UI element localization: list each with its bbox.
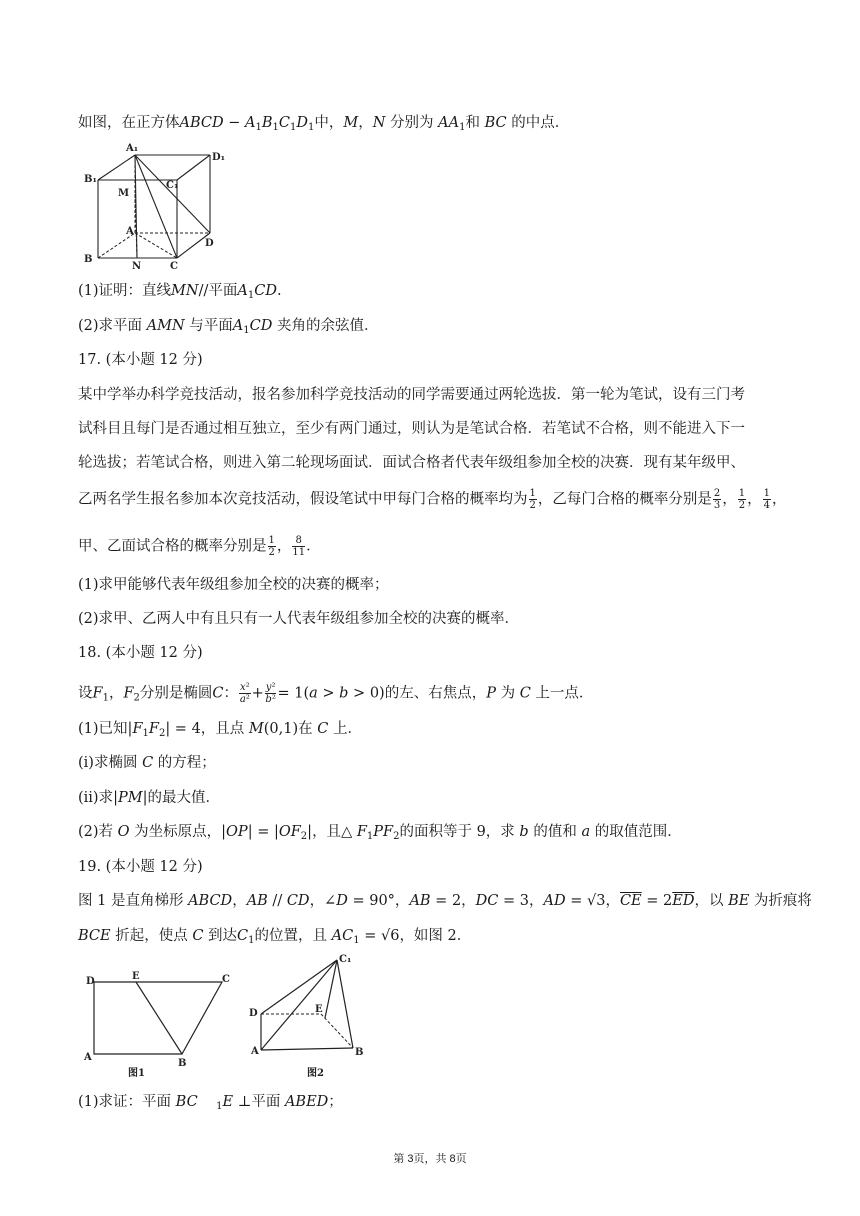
fig2-label-d: D <box>249 1008 258 1019</box>
q16-part1: (1)证明：直线MN//平面$A_1CD$. <box>78 283 282 301</box>
fig1-label-c: C <box>222 974 230 985</box>
fig1-label-d: D <box>86 976 95 987</box>
fig1-label-b: B <box>178 1058 187 1069</box>
q18-part1: (1)已知$|F_1F_2| = 4$，且点 M(0,1)在 C 上． <box>78 721 362 739</box>
page-footer: 第 3页，共 8页 <box>393 1153 467 1165</box>
q17-part2: (2)求甲、乙两人中有且只有一人代表年级组参加全校的决赛的概率． <box>78 611 520 627</box>
fig1-label-a: A <box>84 1052 92 1063</box>
fig-label-n: N <box>132 261 142 272</box>
fig-label-b1: B₁ <box>84 174 97 185</box>
cube-figure <box>80 138 230 273</box>
fig2-label-e: E <box>315 1004 323 1015</box>
fig2-label-b: B <box>355 1047 364 1058</box>
q17-line5: 甲、乙面试合格的概率分别是 $\frac{1}{2}$ ， $\frac{8}{11}$ ． <box>78 535 321 558</box>
fig2-caption: 图2 <box>307 1068 324 1079</box>
q16-part2: (2)求平面 AMN 与平面$A_1CD$ 夹角的余弦值． <box>78 318 379 336</box>
q16-stem: 如图，在正方体ABCD − $A_1B_1C_1D_1$中，M，N 分别为 $AA_1$和 BC 的中点． <box>78 115 570 133</box>
fig-label-m: M <box>118 188 130 199</box>
q17-part1: (1)求甲能够代表年级组参加全校的决赛的概率； <box>78 577 389 593</box>
fig-label-b: B <box>84 254 93 265</box>
q17-line2: 试科目且每门是否通过相互独立，至少有两门通过，则认为是笔试合格．若笔试不合格，则不能进入下一 <box>78 421 745 437</box>
q17-heading: 17. (本小题 12 分) <box>78 352 203 368</box>
q17-line4: 乙两名学生报名参加本次竞技活动，假设笔试中甲每门合格的概率均为 $\frac{1}{2}$ ，乙每门合格的概率分别是 $\frac{2}{3}$ ， $\frac{1}{2}$ ， $\frac{1}{4}$ ， <box>78 488 787 511</box>
q18-part2: (2)若 O 为坐标原点，$|OP| = |OF_2|$，且△ $F_1PF_2$的面积等于 9，求 b 的值和 a 的取值范围． <box>78 824 682 842</box>
fig2-label-c1: C₁ <box>339 954 352 965</box>
fig-label-d1: D₁ <box>212 152 226 163</box>
q19-line1: 图 1 是直角梯形 ABCD，AB // CD，∠D = 90°，AB = 2，DC = 3，AD = √3，$\overline{CE} = 2\overline{ED}$，以 BE 为折痕将 <box>78 893 812 909</box>
fig-label-c: C <box>170 261 178 272</box>
fig-label-d: D <box>205 238 214 249</box>
fig1-label-e: E <box>132 971 140 982</box>
q17-line3: 轮选拔；若笔试合格，则进入第二轮现场面试．面试合格者代表年级组参加全校的决赛．现有某年级甲、 <box>78 455 745 471</box>
fig-label-c1: C₁ <box>166 180 179 191</box>
q18-sub-i: (ⅰ)求椭圆 C 的方程； <box>78 755 216 771</box>
q19-line2: BCE 折起，使点 C 到达$C_1$的位置，且 $AC_1 = √6$，如图 2． <box>78 928 472 946</box>
fig-label-a1: A₁ <box>126 143 139 154</box>
q17-line1: 某中学举办科学竞技活动，报名参加科学竞技活动的同学需要通过两轮选拔．第一轮为笔试，设有三门考 <box>78 387 745 403</box>
q18-sub-ii: (ⅱ)求|PM|的最大值． <box>78 790 220 806</box>
fig1-caption: 图1 <box>128 1068 145 1079</box>
pyramid-figure-2 <box>245 952 375 1080</box>
q19-heading: 19. (本小题 12 分) <box>78 859 203 875</box>
q18-stem: 设$F_1$，$F_2$分别是椭圆C： $\frac{\text{x²}}{\text{a²}}$ + $\frac{\text{y²}}{\text{b²}}$ = 1(a > b > 0)的左、右焦点，P 为 C 上一点． <box>78 682 594 705</box>
q19-part1: (1)求证：平面 BC $_1$E ⊥平面 ABED； <box>78 1094 343 1112</box>
fig2-label-a: A <box>251 1046 259 1057</box>
trapezoid-figure-1 <box>80 968 240 1080</box>
q18-heading: 18. (本小题 12 分) <box>78 645 203 661</box>
fig-label-a: A <box>126 226 134 237</box>
